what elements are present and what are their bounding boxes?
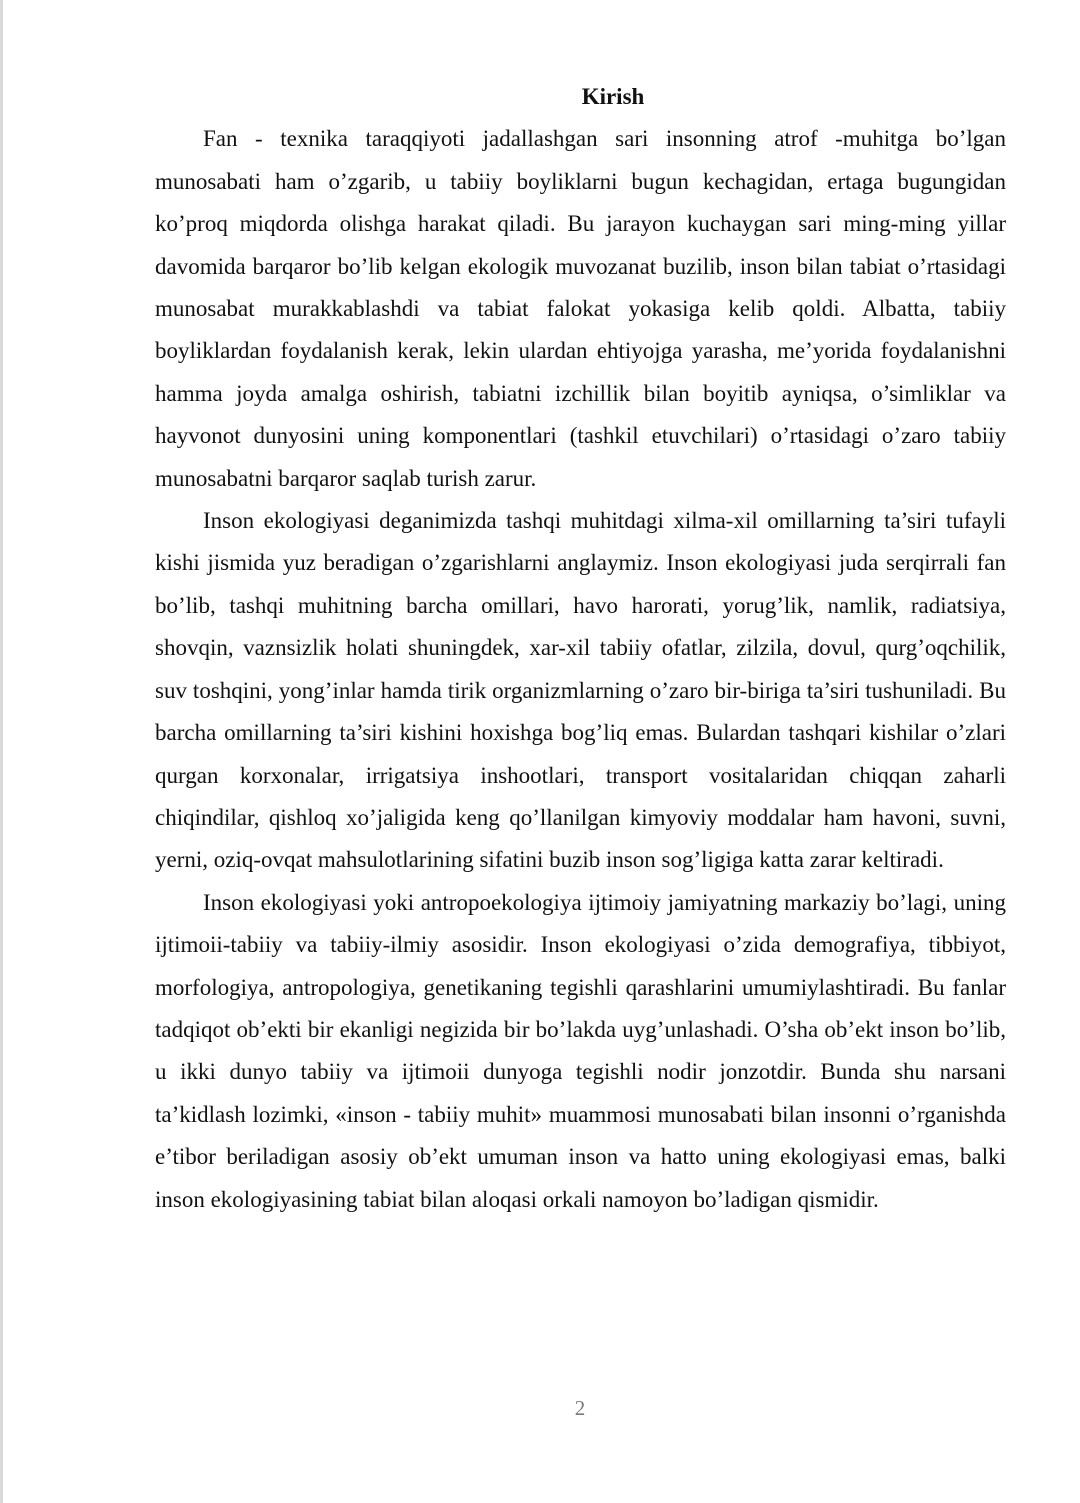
document-page — [155, 76, 1006, 1221]
paragraph-3: Inson ekologiyasi yoki antropoekologiya ijtimoiy jamiyatning markaziy bo’lagi, uning ijtimoii-tabiiy va tabiiy-ilmiy asosidir. Inson ekologiyasi o’zida demografiya, tibbiyot, morfologiya, antropologiya, genetikaning tegishli qarashlarini umumiylashtiradi. Bu fanlar tadqiqot ob’ekti bir ekanligi negizida bir bo’lakda uyg’unlashadi. O’sha ob’ekt inson bo’lib, u ikki dunyo tabiiy va ijtimoii dunyoga tegishli nodir jonzotdir. Bunda shu narsani ta’kidlash lozimki, «inson - tabiiy muhit» muammosi munosabati bilan insonni o’rganishda e’tibor beriladigan asosiy ob’ekt umuman inson va hatto uning ekologiyasi emas, balki inson ekologiyasining tabiat bilan aloqasi orkali namoyon bo’ladigan qismidir. — [155, 889, 1006, 1212]
document-title: Kirish — [581, 84, 645, 109]
page-edge — [0, 0, 3, 1503]
paragraph-2: Inson ekologiyasi deganimizda tashqi muhitdagi xilma-xil omillarning ta’siri tufayli kishi jismida yuz beradigan o’zgarishlarni anglaymiz. Inson ekologiyasi juda serqirrali fan bo’lib, tashqi muhitning barcha omillari, havo harorati, yorug’lik, namlik, radiatsiya, shovqin, vaznsizlik holati shuningdek, xar-xil tabiiy ofatlar, zilzila, dovul, qurg’oqchilik, suv toshqini, yong’inlar hamda tirik organizmlarning o’zaro bir-biriga ta’siri tushuniladi. Bu barcha omillarning ta’siri kishini hoxishga bog’liq emas. Bulardan tashqari kishilar o’zlari qurgan korxonalar, irrigatsiya inshootlari, transport vositalaridan chiqqan zaharli chiqindilar, qishloq xo’jaligida keng qo’llanilgan kimyoviy moddalar ham havoni, suvni, yerni, oziq-ovqat mahsulotlarining sifatini buzib inson sog’ligiga katta zarar keltiradi. — [155, 508, 1006, 873]
page-number: 2 — [574, 1396, 586, 1420]
paragraph-1: Fan - texnika taraqqiyoti jadallashgan sari insonning atrof -muhitga bo’lgan munosabati ham o’zgarib, u tabiiy boyliklarni bugun kechagidan, ertaga bugungidan ko’proq miqdorda olishga harakat qiladi. Bu jarayon kuchaygan sari ming-ming yillar davomida barqaror bo’lib kelgan ekologik muvozanat buzilib, inson bilan tabiat o’rtasidagi munosabat murakkablashdi va tabiat falokat yokasiga kelib qoldi. Albatta, tabiiy boyliklardan foydalanish kerak, lekin ulardan ehtiyojga yarasha, me’yorida foydalanishni hamma joyda amalga oshirish, tabiatni izchillik bilan boyitib ayniqsa, o’simliklar va hayvonot dunyosini uning komponentlari (tashkil etuvchilari) o’rtasidagi o’zaro tabiiy munosabatni barqaror saqlab turish zarur. — [155, 126, 1006, 491]
